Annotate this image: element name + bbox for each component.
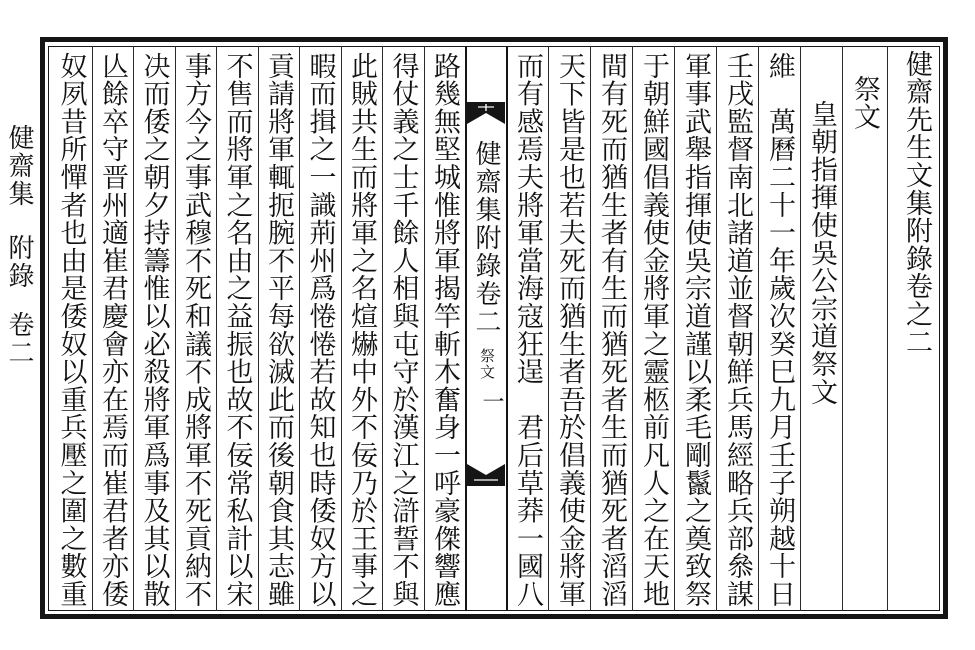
text-column: 壬戌監督南北諸道並督朝鮮兵馬經略兵部叅謀 [722,52,753,608]
collection-title: 健齋先生文集附錄卷之二 [901,50,932,356]
text-column: 暇而揖之一識荊州爲惓惓若故知也時倭奴方以 [304,52,336,608]
margin-book-title: 健齋集 [4,124,34,208]
text-column: 路幾無堅城惟將軍揭竿斬木奮身一呼豪傑響應 [429,52,460,608]
text-column: 不售而將軍之名由之益振也故不佞常私計以宋 [221,52,253,608]
text-column: 得仗義之士千餘人相與屯守於漢江之滸誓不與 [387,52,419,608]
text-column: 間有死而猶生者有生而猶死者生而猶死者滔滔 [596,52,627,608]
text-column: 于朝鮮國倡義使金將軍之靈柩前凡人之在天地 [638,52,669,608]
column-divider [887,46,888,611]
elegy-title: 皇朝指揮使吳公宗道祭文 [806,100,837,406]
text-column: 貢請將軍輒扼腕不平每欲滅此而後朝食其志雖 [263,52,294,608]
margin-volume-label: 卷二 [4,311,34,367]
text-column: 而有感焉夫將軍當海寇狂逞 君后草莽一國八 [512,52,543,608]
fold-title: 健齋集附錄卷二 [471,140,501,336]
fold-page-number: 一 [479,390,504,412]
text-column: 軍事武舉指揮使吳宗道謹以柔毛剛鬣之奠致祭 [680,52,711,608]
text-column: 亾餘卒守晋州適崔君慶會亦在焉而崔君者亦倭 [97,52,128,608]
upper-fishtail-icon [466,100,506,126]
margin-part-label: 附錄 [4,234,34,290]
fold-section-label: 祭文 [478,348,496,380]
text-column: 維 萬曆二十一年歲次癸巳九月壬子朔越十日 [764,52,795,608]
lower-fishtail-icon [466,462,506,488]
text-column: 事方今之事武穆不死和議不成將軍不死貢納不 [180,52,211,608]
text-column: 天下皆是也若夫死而猶生者吾於倡義使金將軍 [554,52,585,608]
section-heading: 祭文 [849,75,880,131]
text-column: 决而倭之朝夕持籌惟以必殺將軍爲事及其以散 [138,52,170,608]
text-column: 奴夙昔所憚者也由是倭奴以重兵壓之圍之數重 [55,52,87,608]
text-column: 此賊共生而將軍之名煊爀中外不佞乃於王事之 [346,52,377,608]
